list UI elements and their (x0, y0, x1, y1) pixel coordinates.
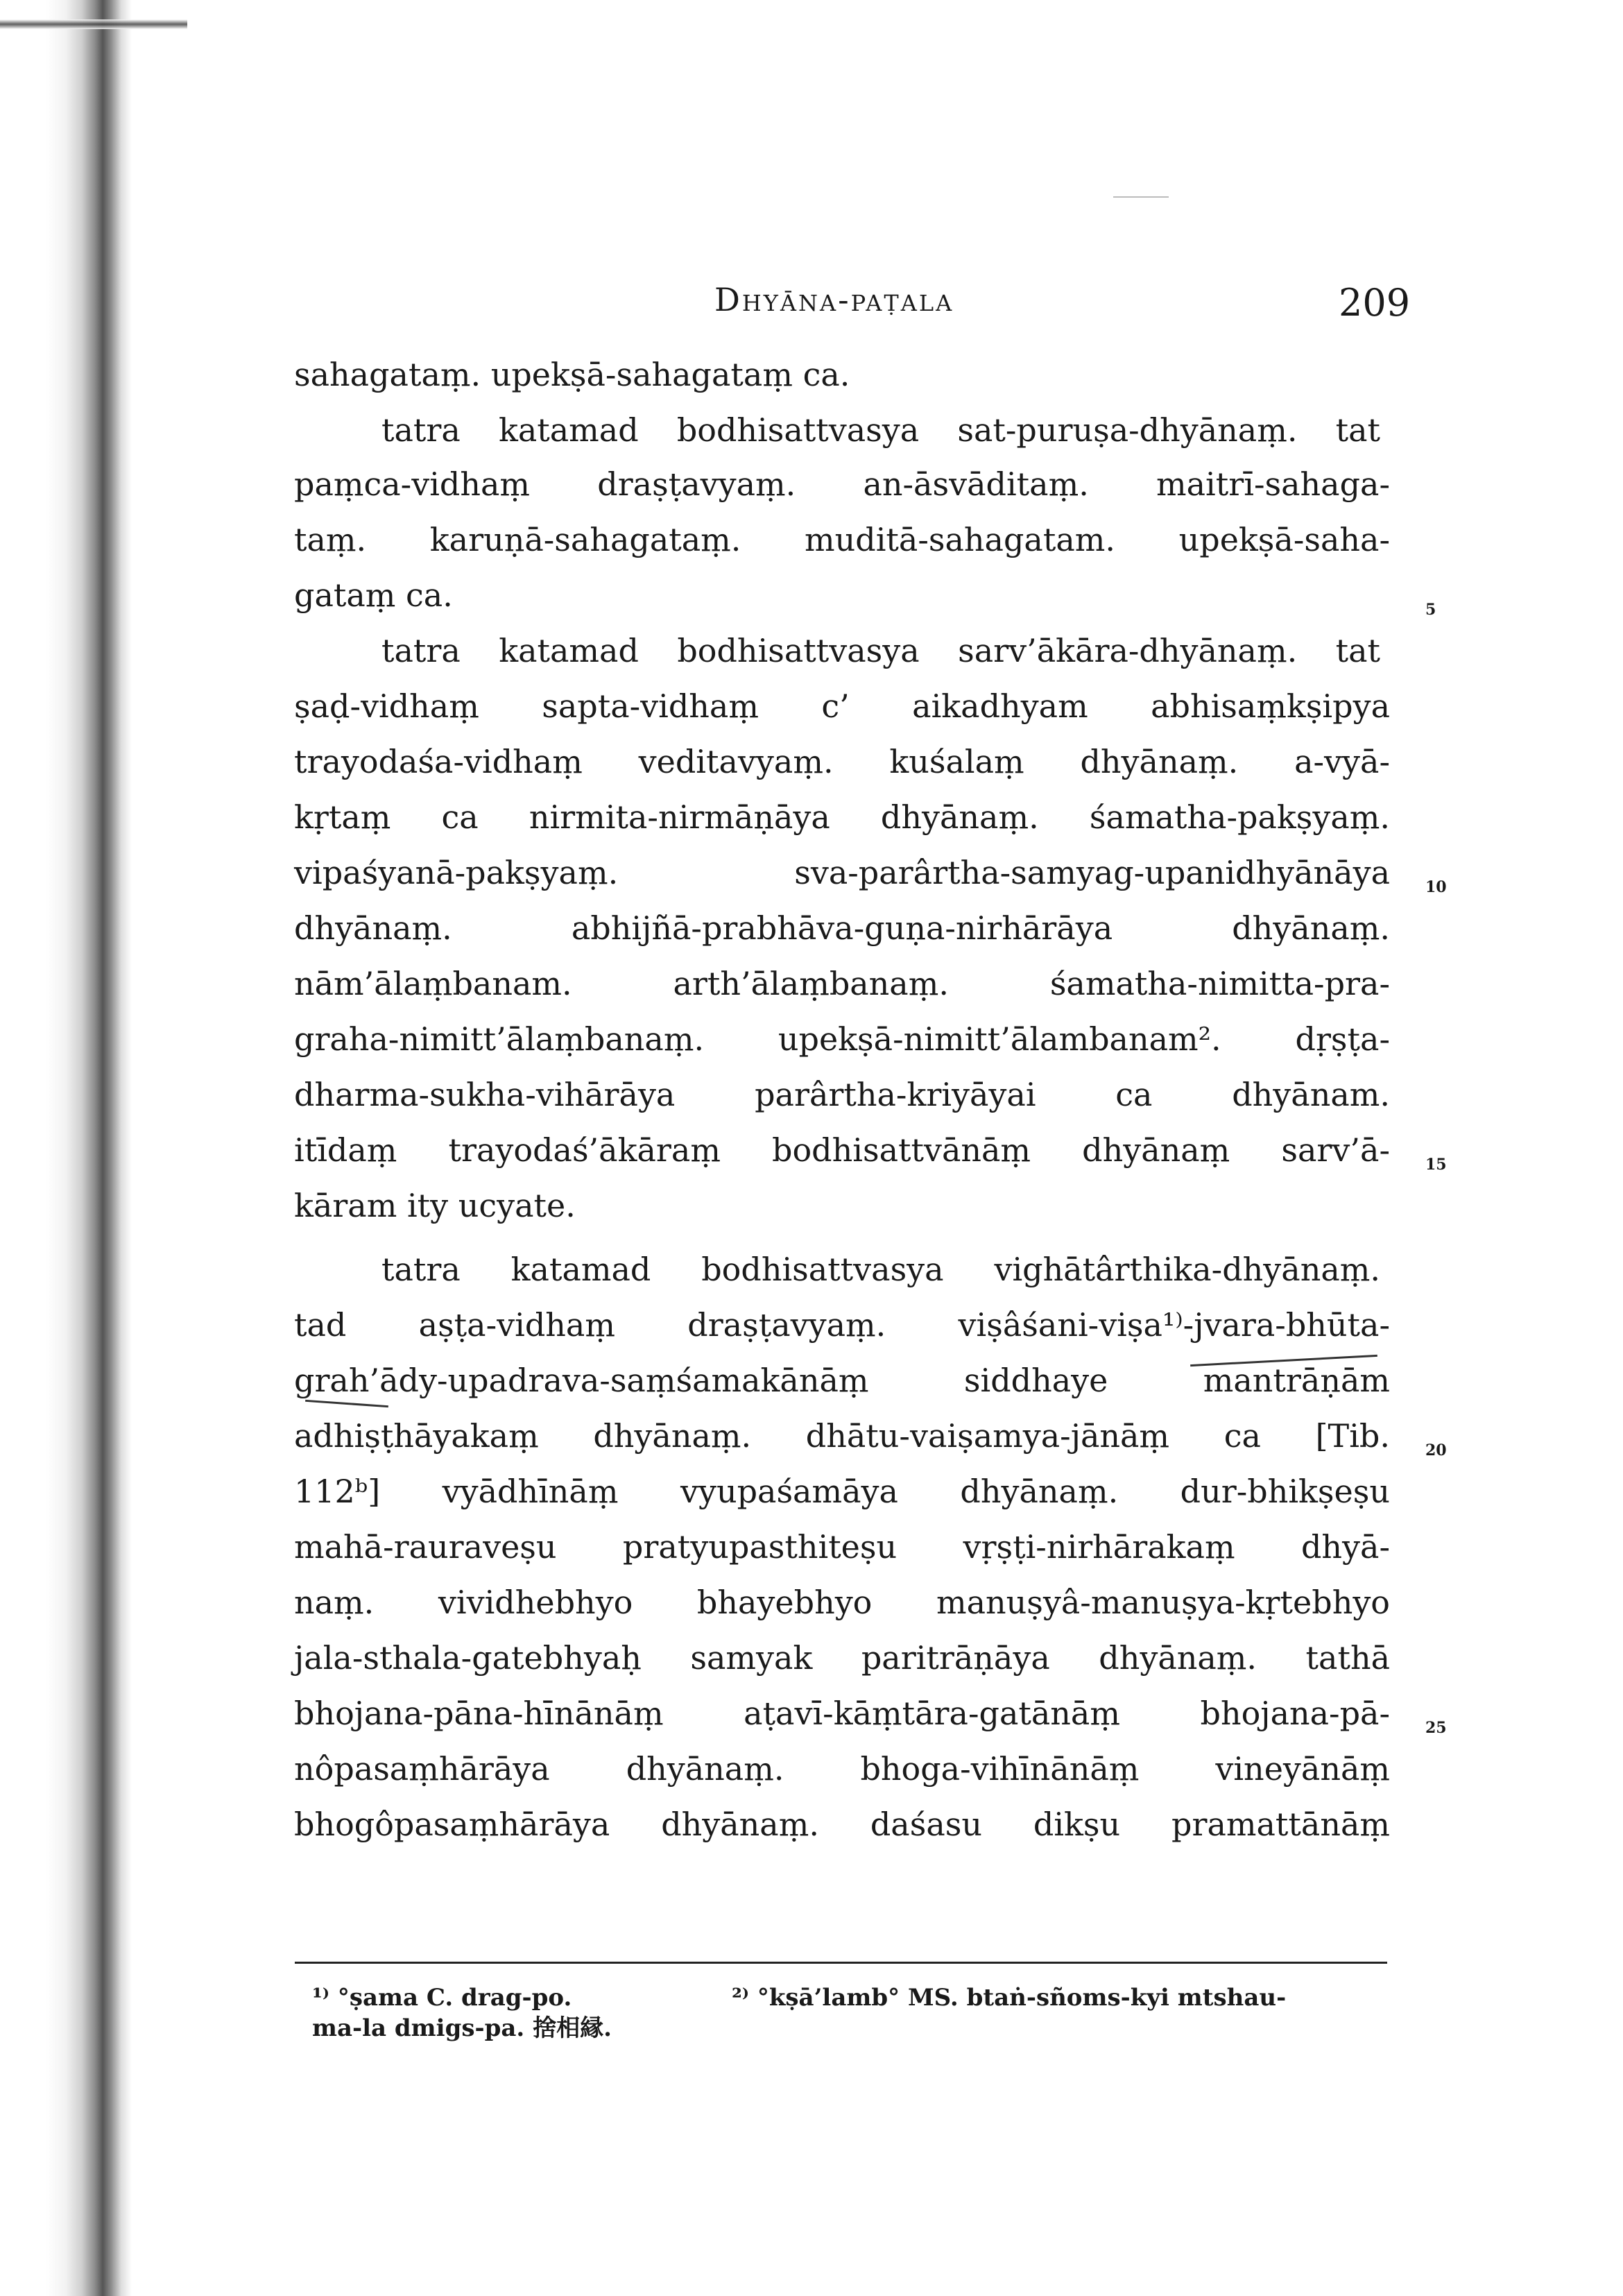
line-number: 20 (1425, 1441, 1447, 1459)
footnote-2-continued: ma-la dmigs-pa. 捨相縁. (312, 2014, 612, 2042)
text-line: kāram ity ucyate. (294, 1187, 576, 1224)
header-title: Dhyāna-paṭala (714, 281, 954, 318)
footnote-2: ²⁾ °kṣā’lamb° MS. btaṅ-sñoms-kyi mtshau- (732, 1984, 1287, 2012)
footnote-1: ¹⁾ °ṣama C. drag-po. (312, 1984, 572, 2012)
text-line: kṛtaṃ ca nirmita-nirmāṇāya dhyānaṃ. śamatha-pakṣyaṃ. (294, 798, 1390, 836)
text-line: vipaśyanā-pakṣyaṃ. sva-parârtha-samyag-upanidhyānāya (294, 854, 1390, 891)
text-line: itīdaṃ trayodaś’ākāraṃ bodhisattvānāṃ dhyānaṃ sarv’ā- (294, 1131, 1390, 1169)
text-line: tad aṣṭa-vidhaṃ draṣṭavyaṃ. viṣâśani-viṣa¹⁾-jvara-bhūta- (294, 1306, 1390, 1344)
line-number: 25 (1425, 1719, 1447, 1737)
text-line: bhojana-pāna-hīnānāṃ aṭavī-kāṃtāra-gatānāṃ bhojana-pā- (294, 1695, 1390, 1732)
scan-speck (1113, 196, 1169, 198)
text-line: trayodaśa-vidhaṃ veditavyaṃ. kuśalaṃ dhyānaṃ. a-vyā- (294, 743, 1390, 780)
text-line: mahā-rauraveṣu pratyupasthiteṣu vṛṣṭi-nirhārakaṃ dhyā- (294, 1528, 1390, 1566)
text-line: 112ᵇ] vyādhīnāṃ vyupaśamāya dhyānaṃ. dur-bhikṣeṣu (294, 1473, 1390, 1510)
text-line: adhiṣṭhāyakaṃ dhyānaṃ. dhātu-vaiṣamya-jānāṃ ca [Tib. (294, 1417, 1390, 1455)
text-line: bhogôpasaṃhārāya dhyānaṃ. daśasu dikṣu pramattānāṃ (294, 1806, 1390, 1843)
line-number: 15 (1425, 1156, 1447, 1174)
binding-top-shadow (0, 19, 187, 29)
text-line: naṃ. vividhebhyo bhayebhyo manuṣyâ-manuṣya-kṛtebhyo (294, 1584, 1390, 1621)
text-line: nôpasaṃhārāya dhyānaṃ. bhoga-vihīnānāṃ vineyānāṃ (294, 1750, 1390, 1788)
text-line: paṃca-vidhaṃ draṣṭavyaṃ. an-āsvāditaṃ. maitrī-sahaga- (294, 465, 1390, 503)
running-header (0, 281, 1623, 329)
text-line: ṣaḍ-vidhaṃ sapta-vidhaṃ c’ aikadhyam abhisaṃkṣipya (294, 687, 1390, 725)
text-line: taṃ. karuṇā-sahagataṃ. muditā-sahagatam. upekṣā-saha- (294, 521, 1390, 558)
text-line: sahagataṃ. upekṣā-sahagataṃ ca. (294, 356, 850, 393)
text-line: dhyānaṃ. abhijñā-prabhāva-guṇa-nirhārāya dhyānaṃ. (294, 909, 1390, 947)
footnote-rule (295, 1962, 1387, 1964)
text-line: jala-sthala-gatebhyaḥ samyak paritrāṇāya dhyānaṃ. tathā (294, 1639, 1390, 1677)
book-binding-shadow (0, 0, 132, 2296)
text-line: tatra katamad bodhisattvasya sarv’ākāra-dhyānaṃ. tat (381, 632, 1380, 669)
text-line: gataṃ ca. (294, 576, 453, 614)
text-line: graha-nimitt’ālaṃbanaṃ. upekṣā-nimitt’ālambanam². dṛṣṭa- (294, 1020, 1390, 1058)
line-number: 10 (1425, 878, 1447, 896)
text-line: dharma-sukha-vihārāya parârtha-kriyāyai ca dhyānam. (294, 1076, 1390, 1113)
text-line: nām’ālaṃbanam. arth’ālaṃbanaṃ. śamatha-nimitta-pra- (294, 965, 1390, 1002)
page-number: 209 (1339, 281, 1411, 325)
text-line: grah’ādy-upadrava-saṃśamakānāṃ siddhaye mantrāṇām (294, 1362, 1390, 1399)
text-line: tatra katamad bodhisattvasya vighātârthika-dhyānaṃ. (381, 1251, 1380, 1288)
line-number: 5 (1425, 601, 1436, 619)
text-line: tatra katamad bodhisattvasya sat-puruṣa-dhyānaṃ. tat (381, 411, 1380, 449)
